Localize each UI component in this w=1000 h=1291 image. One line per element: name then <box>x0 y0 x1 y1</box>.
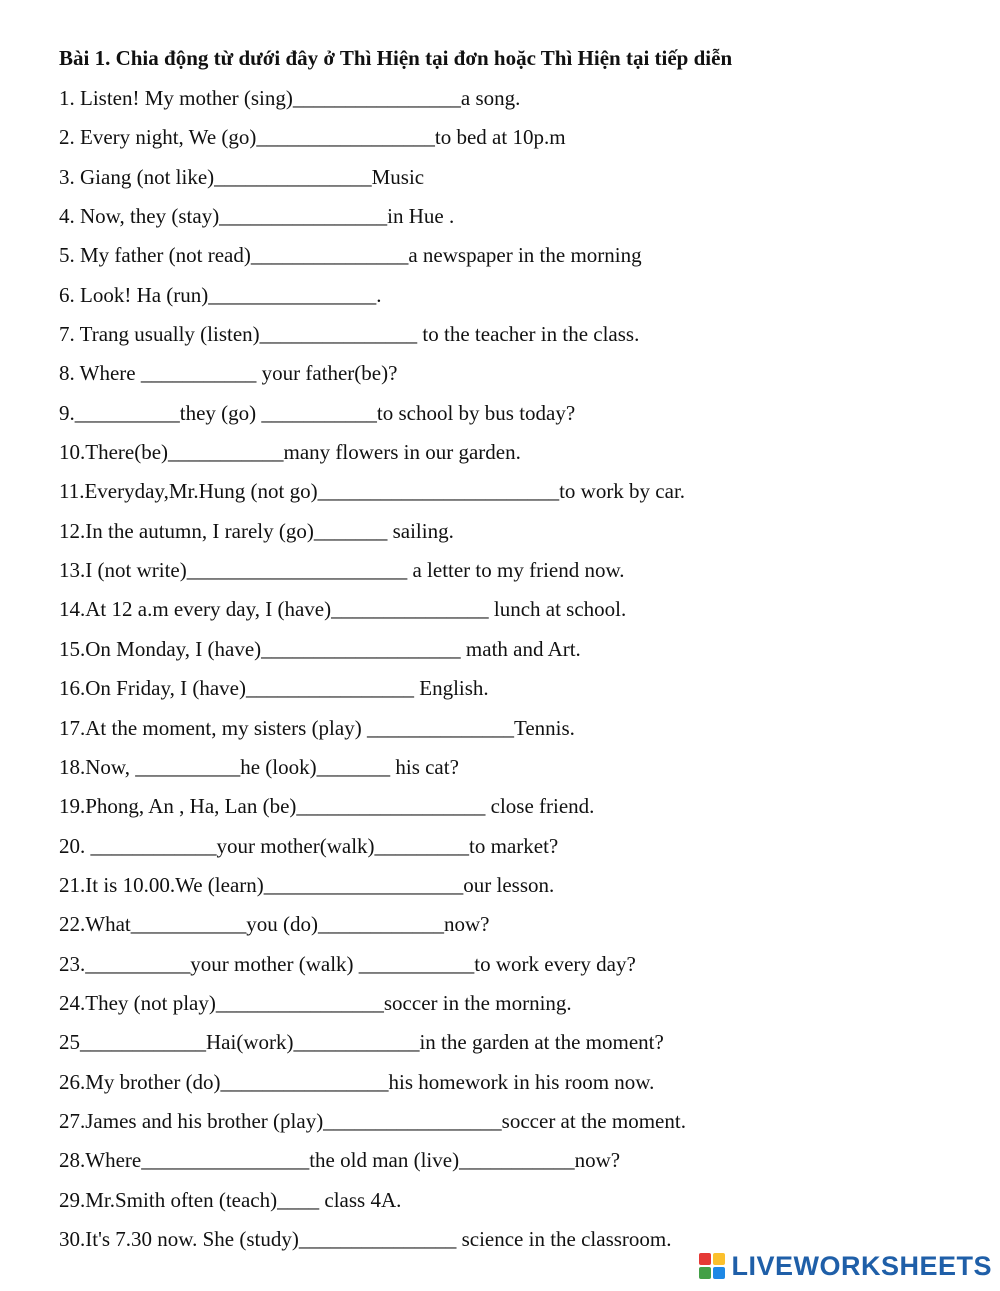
exercise-item-17: 17.At the moment, my sisters (play) ______________Tennis. <box>59 715 575 740</box>
exercise-item-22: 22.What___________you (do)____________now? <box>59 912 490 937</box>
exercise-item-8: 8. Where ___________ your father(be)? <box>59 361 398 386</box>
exercise-item-20: 20. ____________your mother(walk)_________to market? <box>59 833 559 858</box>
exercise-item-16: 16.On Friday, I (have)________________ English. <box>59 676 489 701</box>
liveworksheets-logo-icon <box>699 1253 725 1279</box>
worksheet-title: Bài 1. Chia động từ dưới đây ở Thì Hiện tại đơn hoặc Thì Hiện tại tiếp diễn <box>59 46 733 70</box>
exercise-item-19: 19.Phong, An , Ha, Lan (be)__________________ close friend. <box>59 794 595 819</box>
exercise-item-11: 11.Everyday,Mr.Hung (not go)_______________________to work by car. <box>59 479 686 504</box>
exercise-item-28: 28.Where________________the old man (live)___________now? <box>59 1148 621 1173</box>
exercise-item-18: 18.Now, __________he (look)_______ his cat? <box>59 754 459 779</box>
exercise-item-26: 26.My brother (do)________________his homework in his room now. <box>59 1069 655 1094</box>
exercise-item-30: 30.It's 7.30 now. She (study)_______________ science in the classroom. <box>59 1226 672 1251</box>
exercise-item-14: 14.At 12 a.m every day, I (have)_______________ lunch at school. <box>59 597 627 622</box>
exercise-item-12: 12.In the autumn, I rarely (go)_______ sailing. <box>59 518 454 543</box>
logo-square-blue <box>713 1267 725 1279</box>
exercise-item-5: 5. My father (not read)_______________a newspaper in the morning <box>59 243 642 268</box>
exercise-item-2: 2. Every night, We (go)_________________to bed at 10p.m <box>59 125 566 150</box>
exercise-item-7: 7. Trang usually (listen)_______________ to the teacher in the class. <box>59 322 640 347</box>
logo-square-red <box>699 1253 711 1265</box>
exercise-item-29: 29.Mr.Smith often (teach)____ class 4A. <box>59 1187 402 1212</box>
exercise-item-10: 10.There(be)___________many flowers in our garden. <box>59 440 521 465</box>
logo-square-yellow <box>713 1253 725 1265</box>
exercise-item-27: 27.James and his brother (play)_________________soccer at the moment. <box>59 1108 686 1133</box>
exercise-item-9: 9.__________they (go) ___________to school by bus today? <box>59 400 576 425</box>
exercise-item-13: 13.I (not write)_____________________ a letter to my friend now. <box>59 558 625 583</box>
exercise-item-3: 3. Giang (not like)_______________Music <box>59 164 425 189</box>
exercise-item-25: 25____________Hai(work)____________in the garden at the moment? <box>59 1030 664 1055</box>
exercise-item-1: 1. Listen! My mother (sing)________________a song. <box>59 86 521 110</box>
exercise-item-6: 6. Look! Ha (run)________________. <box>59 282 382 307</box>
exercise-item-21: 21.It is 10.00.We (learn)___________________our lesson. <box>59 872 555 897</box>
exercise-list <box>59 84 686 1264</box>
exercise-item-4: 4. Now, they (stay)________________in Hue . <box>59 204 455 229</box>
logo-square-green <box>699 1267 711 1279</box>
brand-text: LIVEWORKSHEETS <box>731 1251 992 1281</box>
exercise-item-15: 15.On Monday, I (have)___________________ math and Art. <box>59 636 581 661</box>
exercise-item-24: 24.They (not play)________________soccer in the morning. <box>59 990 572 1015</box>
liveworksheets-brand <box>699 1249 992 1283</box>
exercise-item-23: 23.__________your mother (walk) ___________to work every day? <box>59 951 636 976</box>
